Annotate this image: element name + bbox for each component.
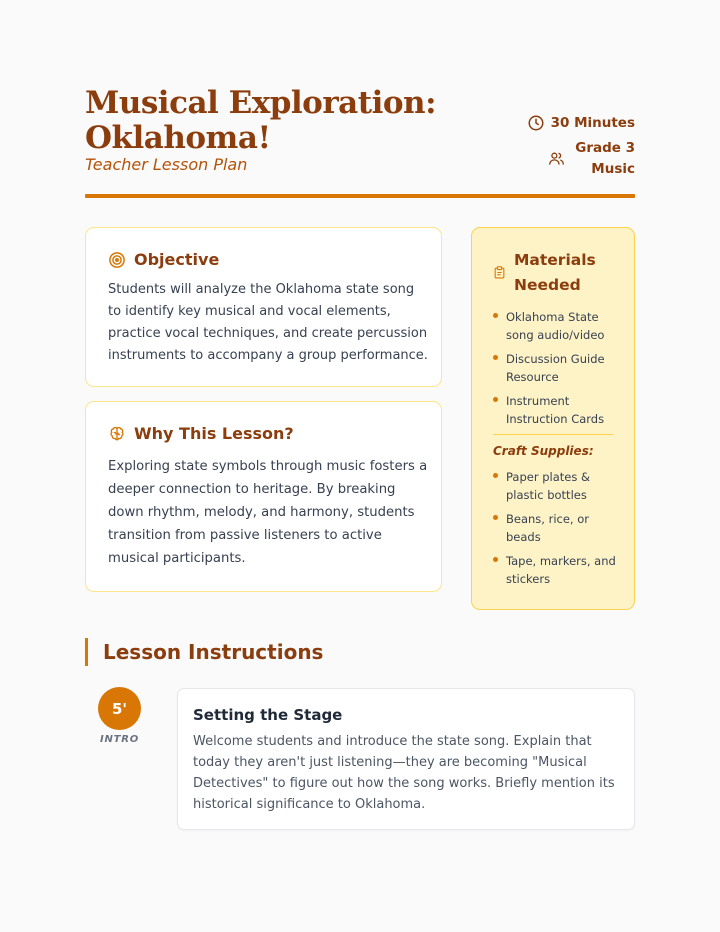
craft-supplies-list (493, 468, 618, 594)
craft-supplies-title: Craft Supplies: (493, 444, 594, 458)
objective-text: Students will analyze the Oklahoma state song to identify key musical and vocal elements, practice vocal techniques, and create percussion instruments to accompany a group performance. (108, 282, 428, 363)
lesson-instructions-heading: Lesson Instructions (85, 638, 323, 666)
grade-line-2: Music (591, 161, 635, 177)
page-header (85, 86, 635, 198)
duration-meta (527, 114, 635, 132)
header-rule (85, 194, 635, 198)
materials-divider (493, 434, 613, 435)
why-heading-text: Why This Lesson? (134, 424, 294, 443)
list-item: Beans, rice, or beads (493, 510, 618, 546)
materials-heading (494, 248, 596, 298)
list-item: Instrument Instruction Cards (493, 392, 618, 428)
why-card (85, 401, 442, 592)
step-phase-tag: INTRO (99, 734, 140, 745)
step-title: Setting the Stage (193, 706, 343, 724)
why-text: Exploring state symbols through music fosters a deeper connection to heritage. By breaking down rhythm, melody, and harmony, students transition from passive listeners to active musical participants. (108, 459, 428, 566)
materials-heading-line-2: Needed (514, 276, 581, 294)
materials-heading-line-1: Materials (514, 251, 596, 269)
objective-heading (108, 250, 219, 269)
step-description: Welcome students and introduce the state song. Explain that today they aren't just listening—they are becoming "Musical Detectives" to figure out how the song works. Briefly mention its historical significance to Oklahoma. (193, 734, 615, 812)
materials-list (493, 308, 618, 434)
grade-line-1: Grade 3 (575, 140, 635, 156)
list-item: Tape, markers, and stickers (493, 552, 618, 588)
list-item: Discussion Guide Resource (493, 350, 618, 386)
why-heading (108, 424, 294, 443)
brain-icon (108, 425, 126, 443)
materials-card (471, 227, 635, 610)
list-item: Oklahoma State song audio/video (493, 308, 618, 344)
objective-heading-text: Objective (134, 250, 220, 269)
target-icon (108, 251, 126, 269)
step-duration-badge: 5' (98, 687, 141, 730)
list-item: Paper plates & plastic bottles (493, 468, 618, 504)
step-card (177, 688, 635, 830)
objective-card (85, 227, 442, 387)
page-title: Musical Exploration: Oklahoma! (85, 85, 437, 156)
clipboard-icon (494, 266, 505, 279)
page-subtitle: Teacher Lesson Plan (85, 155, 248, 174)
clock-icon (527, 114, 545, 132)
grade-meta (548, 138, 635, 180)
users-icon (548, 150, 565, 167)
duration-text: 30 Minutes (550, 115, 635, 131)
